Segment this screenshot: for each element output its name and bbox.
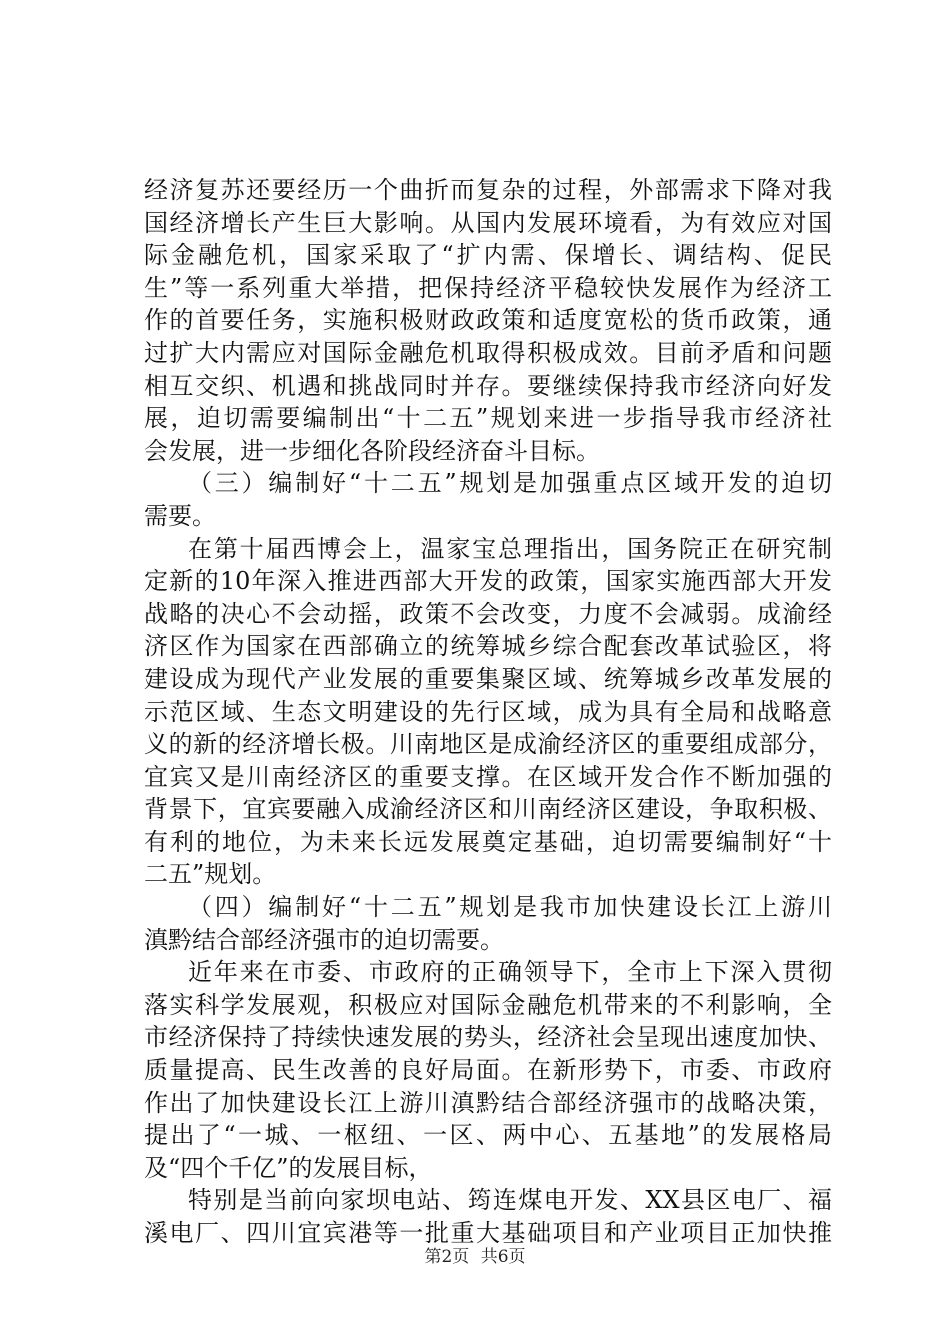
- text-line: 义的新的经济增长极。川南地区是成渝经济区的重要组成部分，: [144, 730, 832, 759]
- text-line: 战略的决心不会动摇，政策不会改变，力度不会减弱。成渝经: [144, 599, 832, 628]
- text-line: 及“四个千亿”的发展目标，: [144, 1153, 433, 1182]
- text-line: 需要。: [144, 501, 216, 530]
- document-body: [144, 174, 832, 1250]
- text-line: 溪电厂、四川宜宾港等一批重大基础项目和产业项目正加快推: [144, 1219, 832, 1247]
- text-line: 经济复苏还要经历一个曲折而复杂的过程，外部需求下降对我: [144, 176, 832, 204]
- text-line: 滇黔结合部经济强市的迫切需要。: [144, 925, 504, 954]
- text-line: 落实科学发展观，积极应对国际金融危机带来的不利影响，全: [144, 990, 832, 1019]
- text-line: 展，迫切需要编制出“十二五”规划来进一步指导我市经济社: [144, 404, 832, 433]
- page-total: 共6页: [480, 1247, 526, 1267]
- text-line: 过扩大内需应对国际金融危机取得积极成效。目前矛盾和问题: [144, 338, 832, 367]
- text-line: 有利的地位，为未来长远发展奠定基础，迫切需要编制好“十: [144, 827, 832, 856]
- text-line: 作出了加快建设长江上游川滇黔结合部经济强市的战略决策，: [144, 1088, 832, 1117]
- text-line: 定新的10年深入推进西部大开发的政策，国家实施西部大开发: [144, 567, 832, 596]
- text-line: 背景下，宜宾要融入成渝经济区和川南经济区建设，争取积极、: [144, 795, 832, 824]
- text-line: 相互交织、机遇和挑战同时并存。要继续保持我市经济向好发: [144, 371, 832, 400]
- text-line: 质量提高、民生改善的良好局面。在新形势下，市委、市政府: [144, 1056, 832, 1085]
- text-line: 作的首要任务，实施积极财政政策和适度宽松的货币政策，通: [144, 306, 832, 335]
- text-line: 特别是当前向家坝电站、筠连煤电开发、XX县区电厂、福: [188, 1186, 832, 1215]
- text-line: 国经济增长产生巨大影响。从国内发展环境看，为有效应对国: [144, 208, 832, 237]
- text-line: 生”等一系列重大举措，把保持经济平稳较快发展作为经济工: [144, 273, 832, 302]
- text-line: 际金融危机，国家采取了“扩内需、保增长、调结构、促民: [144, 241, 832, 270]
- text-line: 在第十届西博会上，温家宝总理指出，国务院正在研究制: [188, 534, 832, 563]
- text-line: 近年来在市委、市政府的正确领导下，全市上下深入贯彻: [188, 958, 832, 987]
- text-line: （三）编制好“十二五”规划是加强重点区域开发的迫切: [188, 469, 832, 498]
- text-line: 示范区域、生态文明建设的先行区域，成为具有全局和战略意: [144, 697, 832, 726]
- text-line: 会发展，进一步细化各阶段经济奋斗目标。: [144, 436, 600, 465]
- text-line: （四）编制好“十二五”规划是我市加快建设长江上游川: [188, 893, 832, 922]
- text-line: 济区作为国家在西部确立的统筹城乡综合配套改革试验区，将: [144, 632, 832, 661]
- text-line: 提出了“一城、一枢纽、一区、两中心、五基地”的发展格局: [144, 1121, 832, 1150]
- text-line: 市经济保持了持续快速发展的势头，经济社会呈现出速度加快、: [144, 1023, 832, 1052]
- page-number: 第2页: [424, 1247, 470, 1267]
- text-line: 二五”规划。: [144, 860, 277, 889]
- text-line: 宜宾又是川南经济区的重要支撑。在区域开发合作不断加强的: [144, 762, 832, 791]
- text-line: 建设成为现代产业发展的重要集聚区域、统筹城乡改革发展的: [144, 664, 832, 693]
- page-footer: [0, 1246, 950, 1268]
